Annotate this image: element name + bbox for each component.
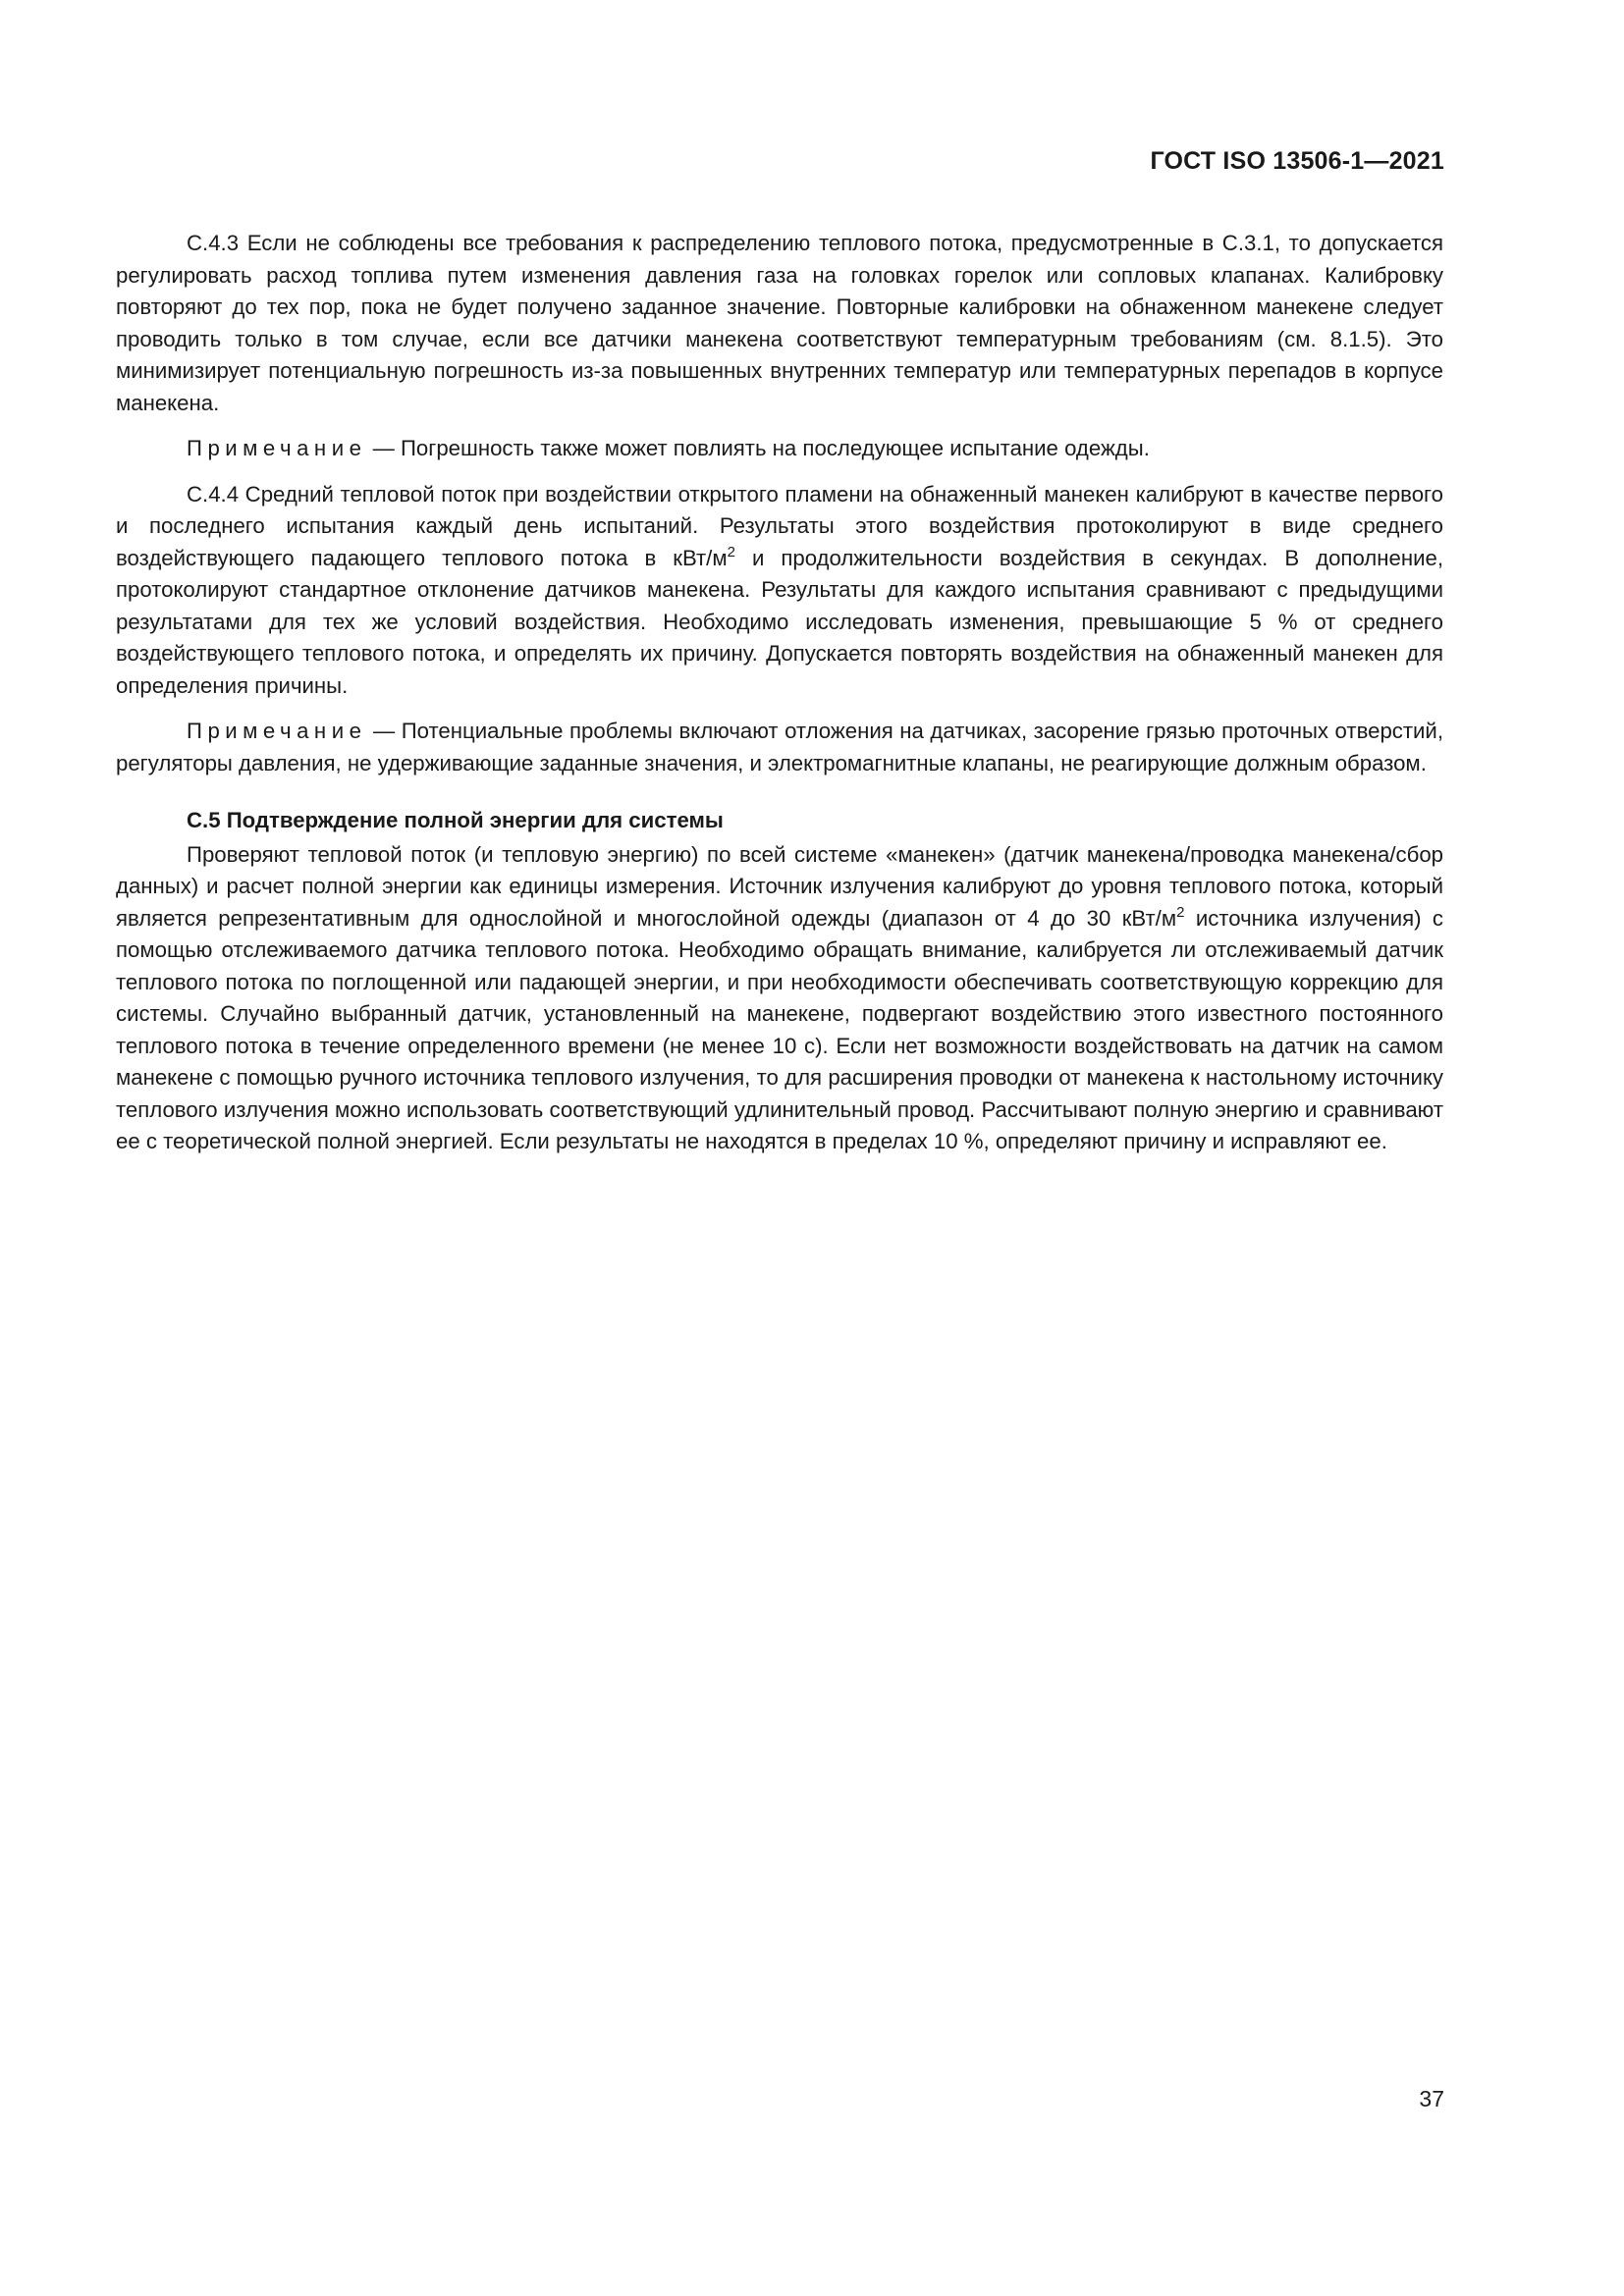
page-number: 37 — [1419, 2086, 1444, 2111]
paragraph-c44-superscript: 2 — [727, 543, 735, 561]
paragraph-c44 — [116, 479, 1443, 703]
note-2-label: Примечание — [187, 719, 367, 743]
section-title-c5: С.5 Подтверждение полной энергии для системы — [187, 808, 724, 832]
document-body — [116, 228, 1443, 1172]
paragraph-c43: С.4.3 Если не соблюдены все требования к распределению теплового потока, предусмотренные в С.3.1, то допускается регулировать расход топлива путем изменения давления газа на головках горелок или сопловых клапанах. Калибровку повторяют до тех пор, пока не будет получено заданное значение. Повторные калибровки на обнаженном манекене следует проводить только в том случае, если все датчики манекена соответствуют температурным требованиям (см. 8.1.5). Это минимизирует потенциальную погрешность из-за повышенных внутренних температур или температурных перепадов в корпусе манекена. — [116, 231, 1443, 415]
note-1-label: Примечание — [187, 436, 367, 460]
paragraph-c5-superscript: 2 — [1176, 903, 1185, 921]
paragraph-c5-part-1: Проверяют тепловой поток (и тепловую энергию) по всей системе «манекен» (датчик манекена/проводка манекена/сбор данных) и расчет полной энергии как единицы измерения. Источник излучения калибруют до уровня теплового потока, который является репрезентативным для однослойной и многослойной одежды (диапазон от 4 до 30 кВт/м — [116, 841, 1443, 931]
document-code-header: ГОСТ ISO 13506-1—2021 — [1150, 147, 1444, 175]
paragraph-c44-part-2: и продолжительности воздействия в секундах. В дополнение, протоколируют стандартное отклонение датчиков манекена. Результаты для каждого испытания сравнивают с предыдущими результатами для тех же условий воздействия. Необходимо исследовать изменения, превышающие 5 % от среднего воздействующего теплового потока, и определять их причину. Допускается повторять воздействия на обнаженный манекен для определения причины. — [116, 545, 1443, 698]
note-2-text: — Потенциальные проблемы включают отложения на датчиках, засорение грязью проточных отверстий, регуляторы давления, не удерживающие заданные значения, и электромагнитные клапаны, не реагирующие должным образом. — [116, 719, 1443, 775]
paragraph-c5-part-2: источника излучения) с помощью отслеживаемого датчика теплового потока. Необходимо обращать внимание, калибруется ли отслеживаемый датчик теплового потока по поглощенной или падающей энергии, и при необходимости обеспечивать соответствующую коррекцию для системы. Случайно выбранный датчик, установленный на манекене, подвергают воздействию этого известного постоянного теплового потока в течение определенного времени (не менее 10 с). Если нет возможности воздействовать на датчик на самом манекене с помощью ручного источника теплового излучения, то для расширения проводки от манекена к настольному источнику теплового излучения можно использовать соответствующий удлинительный провод. Рассчитывают полную энергию и сравнивают ее с теоретической полной энергией. Если результаты не находятся в пределах 10 %, определяют причину и исправляют ее. — [116, 905, 1444, 1153]
paragraph-c44-part-1: С.4.4 Средний тепловой поток при воздействии открытого пламени на обнаженный манекен калибруют в качестве первого и последнего испытания каждый день испытаний. Результаты этого воздействия протоколируют в виде среднего воздействующего падающего теплового потока в кВт/м — [116, 481, 1443, 570]
note-1-text: — Погрешность также может повлиять на последующее испытание одежды. — [366, 436, 1150, 460]
paragraph-c5 — [116, 839, 1443, 1158]
note-1 — [116, 433, 1443, 465]
note-2 — [116, 716, 1443, 779]
